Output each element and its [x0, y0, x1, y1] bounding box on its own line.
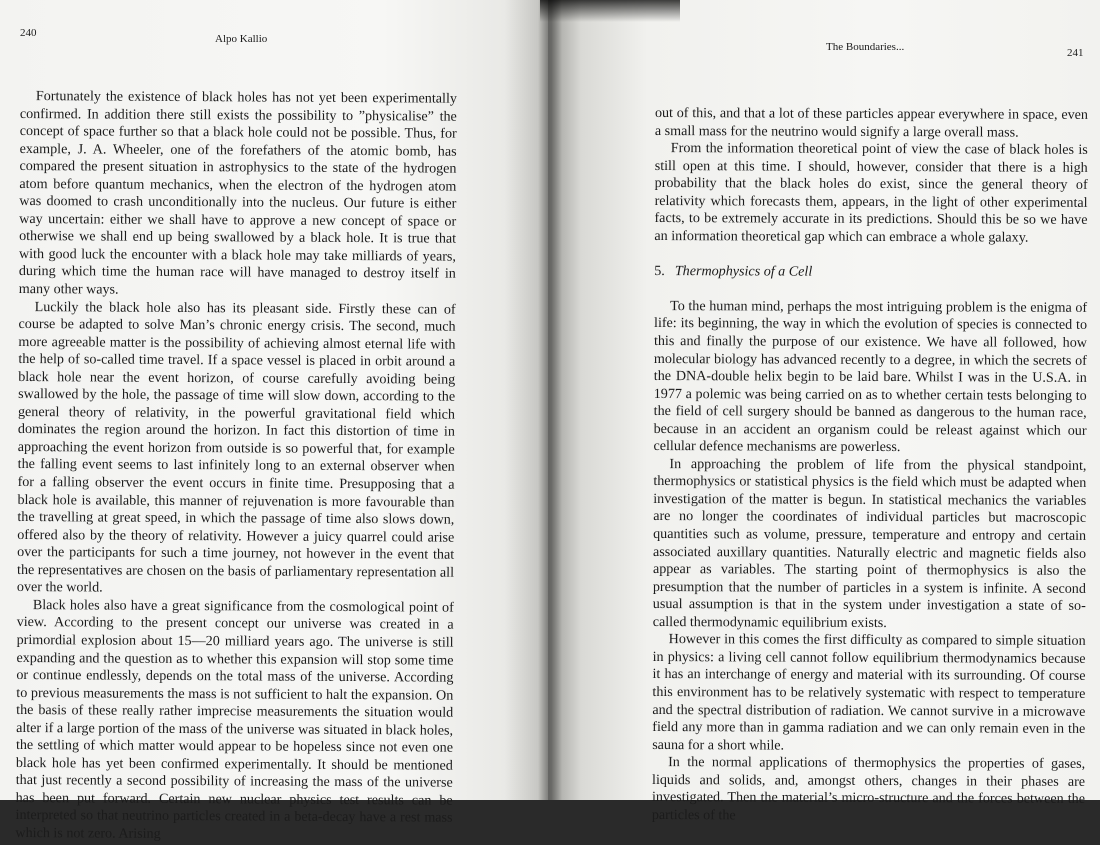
paragraph: In approaching the problem of life from the physical standpoint, thermophysics or statistical physics is the field which must be adapted when investigation of the matter is begun. In statistical mechanics the variables are no longer the coordinates of individual particles but macroscopic quantities such as volume, pressure, temperature and entropy and certain associated auxillary quantities. Naturally electric and magnetic fields also appear as variables. The starting point of thermophysics is also the presumption that the number of particles in a system is infinite. A second usual assumption is that in the system under investigation a state of so-called thermodynamic equilibrium exists.: [652, 455, 1087, 631]
left-page-body: [15, 88, 457, 845]
right-page-body: [652, 105, 1088, 826]
section-number: 5.: [654, 263, 665, 280]
continuation-paragraph: out of this, and that a lot of these particles appear everywhere in space, even a small mass for the neutrino would signify a large overall mass.: [654, 105, 1088, 141]
running-head-left: Alpo Kallio: [215, 33, 268, 45]
book-gutter-shadow: [538, 0, 562, 800]
paragraph: Luckily the black hole also has its pleasant side. Firstly these can of course be adapted to solve Man’s chronic energy crisis. The second, much more agreeable matter is the possibility of achieving almost eternal life with the help of so-called time travel. If a space vessel is placed in orbit around a black hole near the event horizon, of course carefully avoiding being swallowed by the hole, the passage of time will slow down, according to the general theory of relativity, in the powerful gravitational field which dominates the region around the horizon. In fact this distortion of time in approaching the event horizon from outside is so powerful that, for example the falling event seems to last infinitely long to an external observer when for a falling observer the event occurs in finite time. Presupposing that a black hole is available, this manner of rejuvenation is more favourable than the travelling at great speed, in which the passage of time also slows down, offered also by the theory of relativity. However a juicy quarrel could arise over the participants for such a time journey, not however in the event that the representatives are chosen on the basis of parliamentary representation all over the world.: [16, 298, 456, 596]
scan-edge-shadow: [540, 0, 680, 22]
section-heading: [654, 263, 1087, 282]
page-number-right: 241: [1067, 47, 1084, 59]
paragraph: However in this comes the first difficulty as compared to simple situation in physics: a living cell cannot follow equilibrium thermodynamics because it has an interchange of energy and material with its surrounding. Of course this environment has to be relatively systematic with respect to temperature and the spectral distribution of radiation. We cannot survive in a microwave field any more than in gamma radiation and we can only remain even in the sauna for a short while.: [652, 631, 1086, 754]
paragraph: In the normal applications of thermophysics the properties of gases, liquids and solids, and, amongst others, changes in their phases are investigated. Then the material’s micro-structure and the forces between the particles of the: [651, 754, 1086, 824]
paragraph: From the information theoretical point of view the case of black holes is still open at this time. I should, however, consider that there is a high probability that the black holes do exist, since the general theory of relativity which forecasts them, appears, in the light of other experimental facts, to be extremely accurate in its predictions. Should this be so we have an information theoretical gap which can embrace a whole galaxy.: [654, 140, 1088, 246]
section-title: Thermophysics of a Cell: [674, 263, 813, 281]
paragraph: Black holes also have a great significance from the cosmological point of view. According to the present concept our universe was created in a primordial explosion about 15—20 milliard years ago. The universe is still expanding and the question as to whether this expansion will stop some time or continue endlessly, depends on the total mass of the universe. According to previous measurements the mass is not sufficient to halt the expansion. On the basis of these really rather imprecise measurements the situation would alter if a large portion of the mass of the universe was situated in black holes, the settling of which matter would appear to be hopeless since not even one black hole has yet been confirmed experimentally. It should be mentioned that just recently a second possibility of increasing the mass of the universe has been put forward. Certain new nuclear physics test results can be interpreted so that neutrino particles created in a beta-decay have a rest mass which is not zero. Arising: [15, 596, 454, 842]
left-page: [0, 0, 548, 842]
paragraph: To the human mind, perhaps the most intriguing problem is the enigma of life: its beginning, the way in which the evolution of species is connected to this and finally the purpose of our existence. We have all followed, how molecular biology has advanced recently to a degree, in which the secrets of the DNA-double helix begin to be laid bare. Whilst I was in the U.S.A. in 1977 a polemic was being carried on as to whether certain tests belonging to the field of cell surgery should be banned as dangerous to the human race, because in an accident an organism could be releast against which our cellular defence mechanisms are powerless.: [653, 297, 1088, 456]
paragraph: Fortunately the existence of black holes has not yet been experimentally confirmed. In addition there still exists the possibility to ”physicalise” the concept of space further so that a black hole could not be possible. Thus, for example, J. A. Wheeler, one of the forefathers of the atomic bomb, has compared the present situation in astrophysics to the state of the hydrogen atom before quantum mechanics, when the electron of the hydrogen atom was doomed to crash unconditionally into the nucleus. Our future is either way uncertain: either we shall have to approve a new concept of space or otherwise we shall end up being swallowed by a black hole. It is true that with good luck the encounter with a black hole may take milliards of years, during which time the human race will have managed to destroy itself in many other ways.: [18, 88, 457, 298]
running-head-right: The Boundaries...: [826, 41, 905, 53]
page-number-left: 240: [20, 27, 37, 39]
right-page: [548, 0, 1100, 824]
